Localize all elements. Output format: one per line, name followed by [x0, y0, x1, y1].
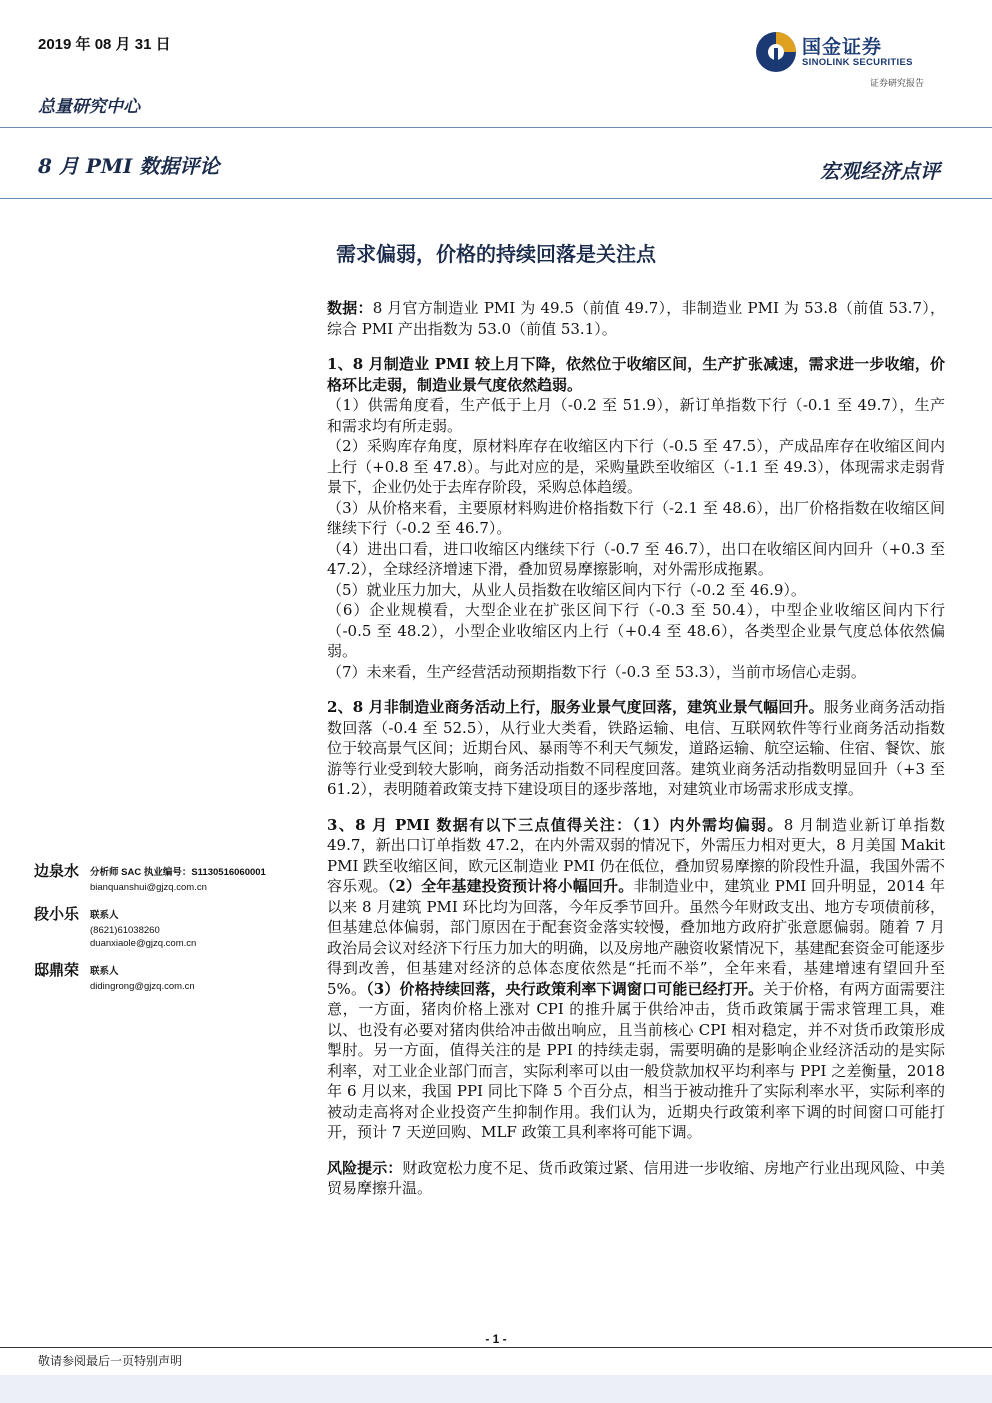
header-divider-top: [0, 127, 992, 128]
author-phone: (8621)61038260: [90, 925, 160, 936]
author-email: bianquanshui@gjzq.com.cn: [90, 882, 207, 893]
author-card: [34, 860, 314, 894]
risk-text: 财政宽松力度不足、货币政策过紧、信用进一步收缩、房地产行业出现风险、中美贸易摩擦升温。: [327, 1158, 945, 1197]
section-1-item: （3）从价格来看，主要原材料购进价格指数下行（-2.1 至 48.6），出厂价格指数在收缩区间继续下行（-0.2 至 46.7）。: [327, 498, 945, 537]
page-number: - 1 -: [485, 1332, 507, 1346]
author-card: [34, 959, 314, 993]
data-label: 数据：: [327, 299, 373, 317]
logo-name-cn: 国金证券: [802, 36, 883, 58]
section-2-paragraph: [327, 697, 945, 800]
footer-divider: [0, 1347, 992, 1348]
section-1-item: （6）企业规模看，大型企业在扩张区间下行（-0.3 至 50.4），中型企业收缩区间内下行（-0.5 至 48.2），小型企业收缩区内上行（+0.4 至 48.6），各类型企业景气度总体依然偏弱。: [327, 601, 945, 660]
section-2-text: 服务业商务活动指数回落（-0.4 至 52.5），从行业大类看，铁路运输、电信、互联网软件等行业商务活动指数位于较高景气区间；近期台风、暴雨等不利天气频发，道路运输、航空运输、住宿、餐饮、旅游等行业受到较大影响，商务活动指数不同程度回落。建筑业商务活动指数明显回升（+3 至 61.2），表明随着政策支持下建设项目的逐步落地，对建筑业市场需求形成支撑。: [327, 698, 945, 798]
section-1-item: （4）进出口看，进口收缩区内继续下行（-0.7 至 46.7），出口在收缩区间内回升（+0.3 至 47.2），全球经济增速下滑，叠加贸易摩擦影响，对外需形成拖累。: [327, 539, 945, 578]
report-category: 宏观经济点评: [820, 159, 940, 183]
author-name: 邸鼎荣: [34, 961, 80, 979]
data-text: 8 月官方制造业 PMI 为 49.5（前值 49.7），非制造业 PMI 为 53.8（前值 53.7），综合 PMI 产出指数为 53.0（前值 53.1）。: [327, 299, 945, 338]
sinolink-logo-icon: [754, 30, 798, 74]
section-1-item: （2）采购库存角度，原材料库存在收缩区内下行（-0.5 至 47.5），产成品库存在收缩区间内上行（+0.8 至 47.8）。与此对应的是，采购量跌至收缩区（-1.1 至 49.3），体现需求走弱背景下，企业仍处于去库存阶段，采购总体趋缓。: [327, 437, 945, 496]
company-logo: [752, 28, 952, 98]
author-name: 段小乐: [34, 905, 80, 923]
department-name: 总量研究中心: [38, 97, 140, 117]
header-divider-bottom: [0, 198, 992, 199]
logo-subtitle: 证券研究报告: [870, 79, 925, 89]
report-body: [327, 298, 945, 1199]
author-email: didingrong@gjzq.com.cn: [90, 981, 195, 992]
risk-label: 风险提示：: [327, 1158, 403, 1177]
author-card: [34, 903, 314, 950]
author-role: 联系人: [90, 965, 119, 977]
data-paragraph: [327, 298, 945, 339]
section-2-heading: 2、8 月非制造业商务活动上行，服务业景气度回落，建筑业景气幅回升。: [327, 698, 824, 716]
author-email: duanxiaole@gjzq.com.cn: [90, 938, 197, 949]
author-role: 分析师 SAC 执业编号：S1130516060001: [90, 866, 266, 878]
author-name: 边泉水: [34, 862, 80, 880]
logo-name-en: SINOLINK SECURITIES: [802, 57, 913, 68]
section-1-heading: 1、8 月制造业 PMI 较上月下降，依然位于收缩区间，生产扩张减速，需求进一步收缩，价格环比走弱，制造业景气度依然趋弱。: [327, 355, 945, 394]
risk-paragraph: [327, 1158, 945, 1199]
headline: 需求偏弱，价格的持续回落是关注点: [336, 242, 656, 266]
section-3-heading: 3、8 月 PMI 数据有以下三点值得关注：（1）内外需均偏弱。: [327, 815, 784, 834]
section-1-item: （5）就业压力加大，从业人员指数在收缩区间内下行（-0.2 至 46.9）。: [327, 580, 806, 599]
author-list: [34, 860, 314, 1002]
report-title: 8 月 PMI 数据评论: [38, 154, 220, 178]
disclaimer-note: 敬请参阅最后一页特别声明: [38, 1354, 183, 1368]
report-date: 2019 年 08 月 31 日: [38, 36, 171, 53]
section-1-item: （1）供需角度看，生产低于上月（-0.2 至 51.9），新订单指数下行（-0.1 至 49.7），生产和需求均有所走弱。: [327, 396, 945, 435]
author-role: 联系人: [90, 909, 119, 921]
footer-band: [0, 1375, 992, 1403]
section-1-item: （7）未来看，生产经营活动预期指数下行（-0.3 至 53.3），当前市场信心走弱。: [327, 662, 866, 681]
section-3-paragraph: 3、8 月 PMI 数据有以下三点值得关注：（1）内外需均偏弱。8 月制造业新订单指数 49.7，新出口订单指数 47.2，在内外需双弱的情况下，外需压力相对更大，8 月美国 Makit PMI 跌至收缩区间，欧元区制造业 PMI 仍在低位，叠加贸易摩擦的阶段性升温，我国外需不容乐观。（2）全年基建投资预计将小幅回升。非制造业中，建筑业 PMI 回升明显，2014 年以来 8 月建筑 PMI 环比均为回落，今年反季节回升。虽然今年财政支出、地方专项债前移，但基建总体偏弱，部门原因在于配套资金落实较慢，叠加地方政府扩张意愿偏弱。随着 7 月政治局会议对经济下行压力加大的明确，以及房地产融资收紧情况下，基建配套资金可能逐步得到改善，但基建对经济的总体态度依然是“托而不举”，全年来看，基建增速有望回升至 5%。（3）价格持续回落，央行政策利率下调窗口可能已经打开。关于价格，有两方面需要注意，一方面，猪肉价格上涨对 CPI 的推升属于供给冲击，货币政策属于需求管理工具，难以、也没有必要对猪肉供给冲击做出响应，且当前核心 CPI 相对稳定，并不对货币政策形成掣肘。另一方面，值得关注的是 PPI 的持续走弱，需要明确的是影响企业经济活动的是实际利率，对工业企业部门而言，实际利率可以由一般贷款加权平均利率与 PPI 之差衡量，2018 年 6 月以来，我国 PPI 同比下降 5 个百分点，相当于被动推升了实际利率水平，实际利率的被动走高将对企业投资产生抑制作用。我们认为，近期央行政策利率下调的时间窗口可能打开，预计 7 天逆回购、MLF 政策工具利率将可能下调。: [327, 815, 945, 1141]
